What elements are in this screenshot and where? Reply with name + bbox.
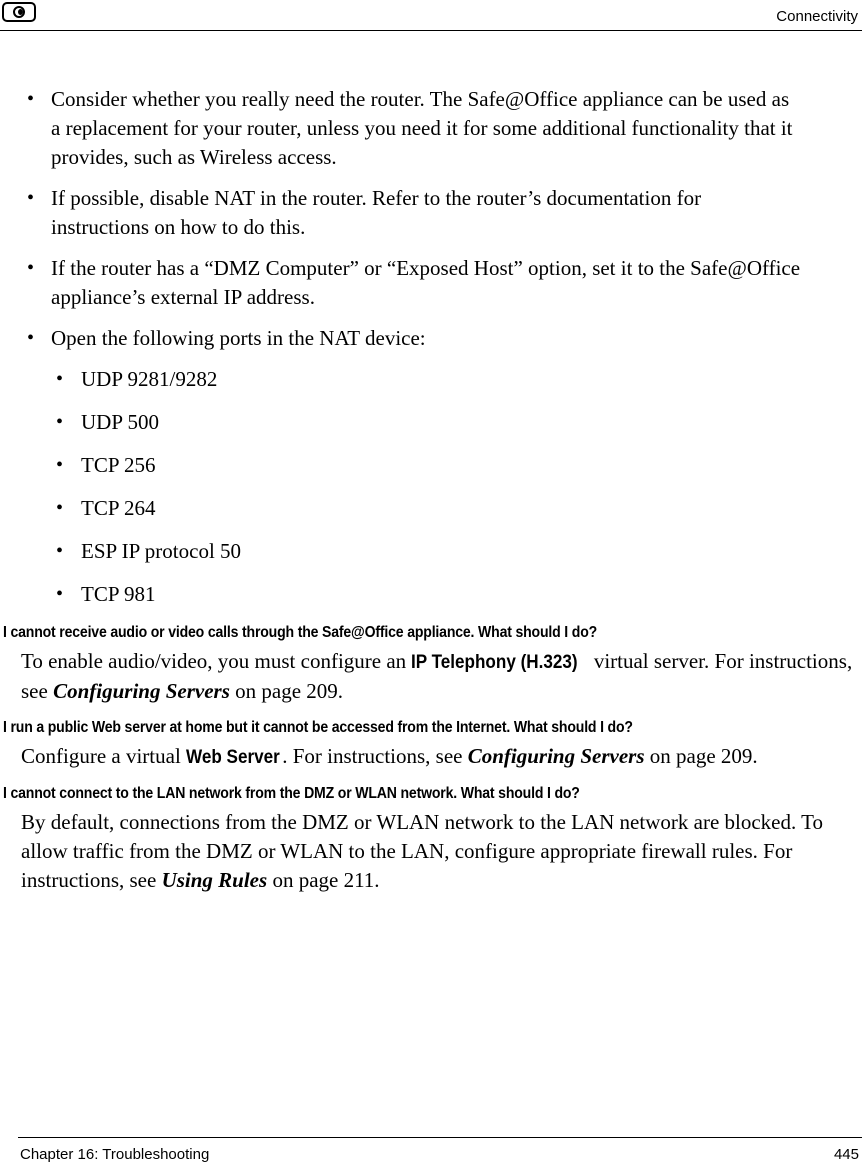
ui-term: Web Server	[186, 747, 280, 768]
bullet-icon: •	[56, 454, 64, 476]
cross-reference-link[interactable]: Configuring Servers	[467, 744, 645, 768]
port-item: • TCP 981	[0, 580, 862, 609]
port-item: • UDP 500	[0, 408, 862, 437]
bullet-icon: •	[56, 368, 64, 390]
bullet-list	[0, 85, 862, 353]
faq-question: I run a public Web server at home but it cannot be accessed from the Internet. What should I do?	[3, 719, 633, 736]
cross-reference-link[interactable]: Using Rules	[161, 868, 268, 892]
port-item: • ESP IP protocol 50	[0, 537, 862, 566]
page-footer	[18, 1137, 862, 1163]
safe-office-logo-icon	[2, 2, 36, 22]
faq-answer: By default, connections from the DMZ or WLAN network to the LAN network are blocked. To allow traffic from the DMZ or WLAN to the LAN, configure appropriate firewall rules. For instructions, see Using Rules on page 211.	[21, 810, 823, 892]
faq-question: I cannot connect to the LAN network from the DMZ or WLAN network. What should I do?	[3, 785, 580, 802]
port-item: • UDP 9281/9282	[0, 365, 862, 394]
bullet-icon: •	[56, 583, 64, 605]
bullet-icon: •	[56, 540, 64, 562]
ui-term: IP Telephony (H.323)	[411, 652, 579, 673]
page-number: 445	[833, 1146, 859, 1163]
bullet-icon: •	[27, 257, 35, 279]
port-item: • TCP 264	[0, 494, 862, 523]
list-item: • Consider whether you really need the router. The Safe@Office appliance can be used as a replacement for your router, unless you need it for some additional functionality that it provides, such as Wireless access.	[27, 87, 793, 169]
port-list	[0, 365, 862, 609]
list-item: • If the router has a “DMZ Computer” or “Exposed Host” option, set it to the Safe@Office appliance’s external IP address.	[27, 256, 801, 309]
faq-answer: To enable audio/video, you must configure an IP Telephony (H.323) virtual server. For instructions, see Configuring Servers on page 209.	[21, 649, 853, 703]
port-item: • TCP 256	[0, 451, 862, 480]
cross-reference-link[interactable]: Configuring Servers	[53, 679, 230, 703]
bullet-icon: •	[56, 411, 64, 433]
faq-question: I cannot receive audio or video calls through the Safe@Office appliance. What should I do?	[3, 624, 598, 641]
page-header	[0, 0, 862, 31]
bullet-icon: •	[27, 187, 35, 209]
page-content	[0, 85, 862, 907]
bullet-icon: •	[56, 497, 64, 519]
list-item: • Open the following ports in the NAT device:	[0, 324, 801, 353]
header-title: Connectivity	[776, 8, 858, 25]
chapter-label: Chapter 16: Troubleshooting	[20, 1146, 210, 1163]
bullet-icon: •	[27, 88, 35, 110]
list-item: • If possible, disable NAT in the router. Refer to the router’s documentation for instructions on how to do this.	[27, 186, 702, 239]
bullet-icon: •	[27, 327, 35, 349]
faq-answer: Configure a virtual Web Server . For instructions, see Configuring Servers on page 209.	[21, 742, 856, 772]
